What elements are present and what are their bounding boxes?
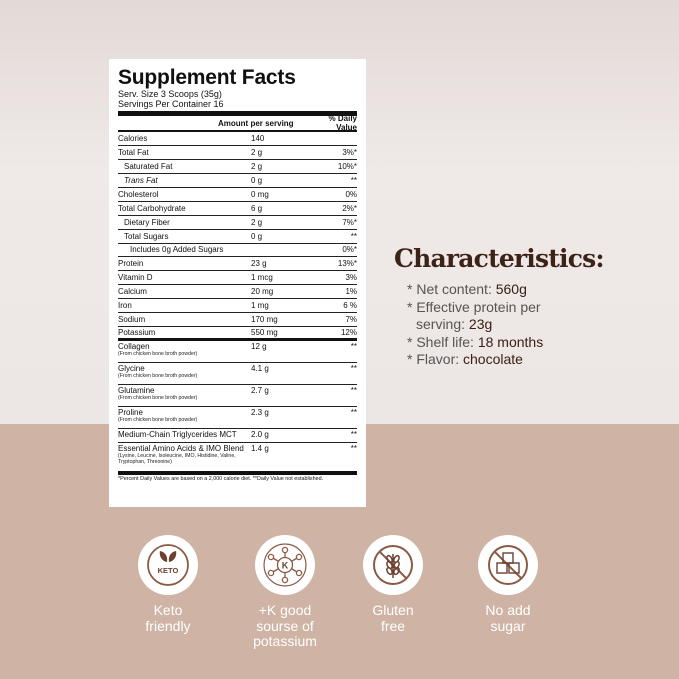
- net-content: * Net content: 560g: [407, 281, 527, 297]
- feature-potassium: [235, 535, 335, 650]
- keto-leaf-icon: [138, 535, 198, 595]
- facts-footnote: *Percent Daily Values are based on a 2,000 calorie diet. **Daily Value not established.: [118, 471, 357, 483]
- blend-row: Essential Amino Acids & IMO Blend (Lysine, Leucine, Isoleucine, IMO, Histidine, Valine, Tryptophan, Threonine) 1.4 g **: [118, 444, 357, 466]
- facts-row: Iron 1 mg 6 %: [118, 299, 357, 313]
- feature-label: +K good sourse of potassium: [253, 602, 317, 649]
- feature-label: No add sugar: [485, 602, 531, 634]
- facts-header: [118, 116, 357, 132]
- blend-row: Proline (From chicken bone broth powder) 2.3 g **: [118, 407, 357, 429]
- facts-row: Potassium 550 mg 12%: [118, 327, 357, 341]
- facts-row: Calories 140: [118, 132, 357, 146]
- facts-row: Sodium 170 mg 7%: [118, 313, 357, 327]
- dv-header: % Daily Value: [328, 114, 357, 132]
- facts-row: Includes 0g Added Sugars 0%*: [118, 244, 357, 258]
- blend-row: Collagen (From chicken bone broth powder) 12 g **: [118, 341, 357, 363]
- characteristics-list: [407, 281, 607, 369]
- facts-row: Trans Fat 0 g **: [118, 174, 357, 188]
- facts-row: Total Carbohydrate 6 g 2%*: [118, 202, 357, 216]
- facts-row: Cholesterol 0 mg 0%: [118, 188, 357, 202]
- feature-keto: [118, 535, 218, 634]
- feature-no-sugar: [458, 535, 558, 634]
- feature-label: Gluten free: [372, 602, 414, 634]
- blend-row: Glutamine (From chicken bone broth powder) 2.7 g **: [118, 385, 357, 407]
- facts-row: Vitamin D 1 mcg 3%: [118, 271, 357, 285]
- facts-row: Dietary Fiber 2 g 7%*: [118, 216, 357, 230]
- blend-row: Glycine (From chicken bone broth powder) 4.1 g **: [118, 363, 357, 385]
- flavor: * Flavor: chocolate: [407, 351, 523, 367]
- facts-row: Protein 23 g 13%*: [118, 257, 357, 271]
- svg-text:KETO: KETO: [157, 566, 179, 575]
- facts-row: Total Fat 2 g 3%*: [118, 146, 357, 160]
- supplement-facts-label: [109, 59, 366, 507]
- effective-protein-cont: serving: 23g: [416, 316, 493, 332]
- facts-title: Supplement Facts: [118, 66, 296, 89]
- amount-header: Amount per serving: [218, 118, 294, 128]
- feature-label: Keto friendly: [145, 602, 191, 634]
- facts-row: Saturated Fat 2 g 10%*: [118, 160, 357, 174]
- gluten-wheat-crossed-icon: [363, 535, 423, 595]
- potassium-molecule-icon: [255, 535, 315, 595]
- facts-row: Calcium 20 mg 1%: [118, 285, 357, 299]
- blend-row: Medium-Chain Triglycerides MCT 2.0 g **: [118, 429, 357, 443]
- effective-protein: * Effective protein per: [407, 298, 541, 315]
- facts-row: Total Sugars 0 g **: [118, 230, 357, 244]
- servings-per-container: Servings Per Container 16: [118, 99, 224, 109]
- characteristics-title: Characteristics:: [394, 244, 604, 273]
- shelf-life: * Shelf life: 18 months: [407, 333, 544, 350]
- sugar-cubes-crossed-icon: [478, 535, 538, 595]
- serving-size: Serv. Size 3 Scoops (35g): [118, 89, 222, 99]
- svg-text:K: K: [281, 560, 289, 571]
- feature-gluten: [343, 535, 443, 634]
